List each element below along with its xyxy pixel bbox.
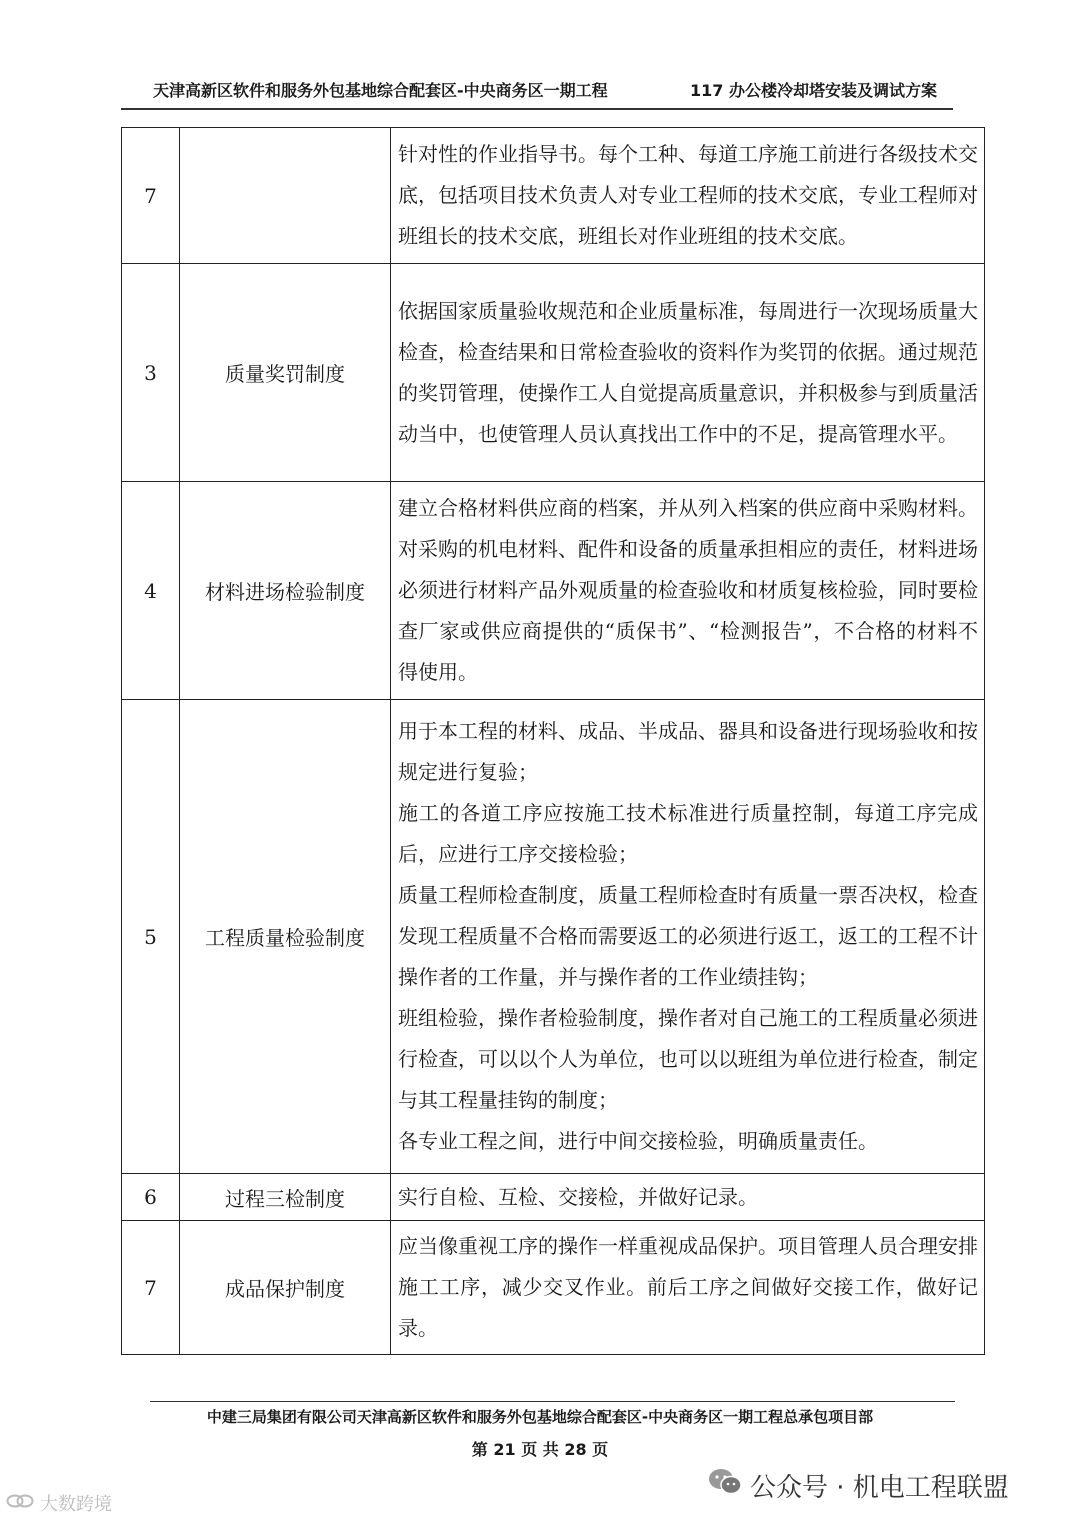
table-row xyxy=(122,700,985,1174)
table-row xyxy=(122,264,985,482)
wechat-watermark-text: 公众号 · 机电工程联盟 xyxy=(750,1472,1009,1503)
system-name: 材料进场检验制度 xyxy=(180,482,391,700)
wechat-watermark xyxy=(708,1463,1009,1507)
link-icon xyxy=(6,1492,34,1515)
corner-watermark xyxy=(6,1490,112,1516)
table-row xyxy=(122,1174,985,1221)
system-description xyxy=(391,700,985,1174)
system-description xyxy=(391,482,985,700)
description-paragraph: 实行自检、互检、交接检，并做好记录。 xyxy=(398,1184,758,1209)
description-paragraph: 施工的各道工序应按施工技术标准进行质量控制，每道工序完成后，应进行工序交接检验； xyxy=(398,801,978,866)
description-paragraph: 用于本工程的材料、成品、半成品、器具和设备进行现场验收和按规定进行复验； xyxy=(398,719,978,784)
table-row xyxy=(122,1221,985,1355)
system-name: 成品保护制度 xyxy=(180,1221,391,1355)
description-paragraph: 各专业工程之间，进行中间交接检验，明确质量责任。 xyxy=(398,1129,878,1153)
system-name xyxy=(180,128,391,264)
wechat-icon xyxy=(708,1468,742,1503)
row-number: 7 xyxy=(122,128,180,264)
footer-divider xyxy=(150,1401,955,1402)
description-paragraph: 班组检验，操作者检验制度，操作者对自己施工的工程质量必须进行检查，可以以个人为单位，也可以以班组为单位进行检查，制定与其工程量挂钩的制度； xyxy=(398,1006,978,1112)
system-description xyxy=(391,1221,985,1355)
system-description xyxy=(391,1174,985,1221)
row-number: 5 xyxy=(122,700,180,1174)
corner-watermark-text: 大数跨境 xyxy=(40,1494,112,1515)
row-number: 6 xyxy=(122,1174,180,1221)
system-name: 过程三检制度 xyxy=(180,1174,391,1221)
description-paragraph: 针对性的作业指导书。每个工种、每道工序施工前进行各级技术交底，包括项目技术负责人对专业工程师的技术交底，专业工程师对班组长的技术交底，班组长对作业班组的技术交底。 xyxy=(398,142,978,248)
footer-company: 中建三局集团有限公司天津高新区软件和服务外包基地综合配套区-中央商务区一期工程总承包项目部 xyxy=(206,1408,874,1426)
table-row xyxy=(122,482,985,700)
header-document-title: 117 办公楼冷却塔安装及调试方案 xyxy=(690,81,937,100)
row-number: 7 xyxy=(122,1221,180,1355)
table-row xyxy=(122,128,985,264)
page-header xyxy=(121,74,953,110)
header-project-title: 天津高新区软件和服务外包基地综合配套区-中央商务区一期工程 xyxy=(153,81,608,100)
row-number: 3 xyxy=(122,264,180,482)
row-number: 4 xyxy=(122,482,180,700)
quality-system-table xyxy=(121,127,985,1355)
description-paragraph: 依据国家质量验收规范和企业质量标准，每周进行一次现场质量大检查，检查结果和日常检查验收的资料作为奖罚的依据。通过规范的奖罚管理，使操作工人自觉提高质量意识，并积极参与到质量活动当中，也使管理人员认真找出工作中的不足，提高管理水平。 xyxy=(398,298,978,446)
system-name: 工程质量检验制度 xyxy=(180,700,391,1174)
system-description xyxy=(391,128,985,264)
description-paragraph: 应当像重视工序的操作一样重视成品保护。项目管理人员合理安排施工工序，减少交叉作业。前后工序之间做好交接工作，做好记录。 xyxy=(398,1234,978,1340)
description-paragraph: 质量工程师检查制度，质量工程师检查时有质量一票否决权，检查发现工程质量不合格而需要返工的必须进行返工，返工的工程不计操作者的工作量，并与操作者的工作业绩挂钩； xyxy=(398,883,978,989)
footer-page-number: 第 21 页 共 28 页 xyxy=(471,1440,609,1459)
system-name: 质量奖罚制度 xyxy=(180,264,391,482)
system-description xyxy=(391,264,985,482)
description-paragraph: 建立合格材料供应商的档案，并从列入档案的供应商中采购材料。对采购的机电材料、配件和设备的质量承担相应的责任，材料进场必须进行材料产品外观质量的检查验收和材质复核检验，同时要检查厂家或供应商提供的“质保书”、“检测报告”，不合格的材料不得使用。 xyxy=(398,496,978,684)
